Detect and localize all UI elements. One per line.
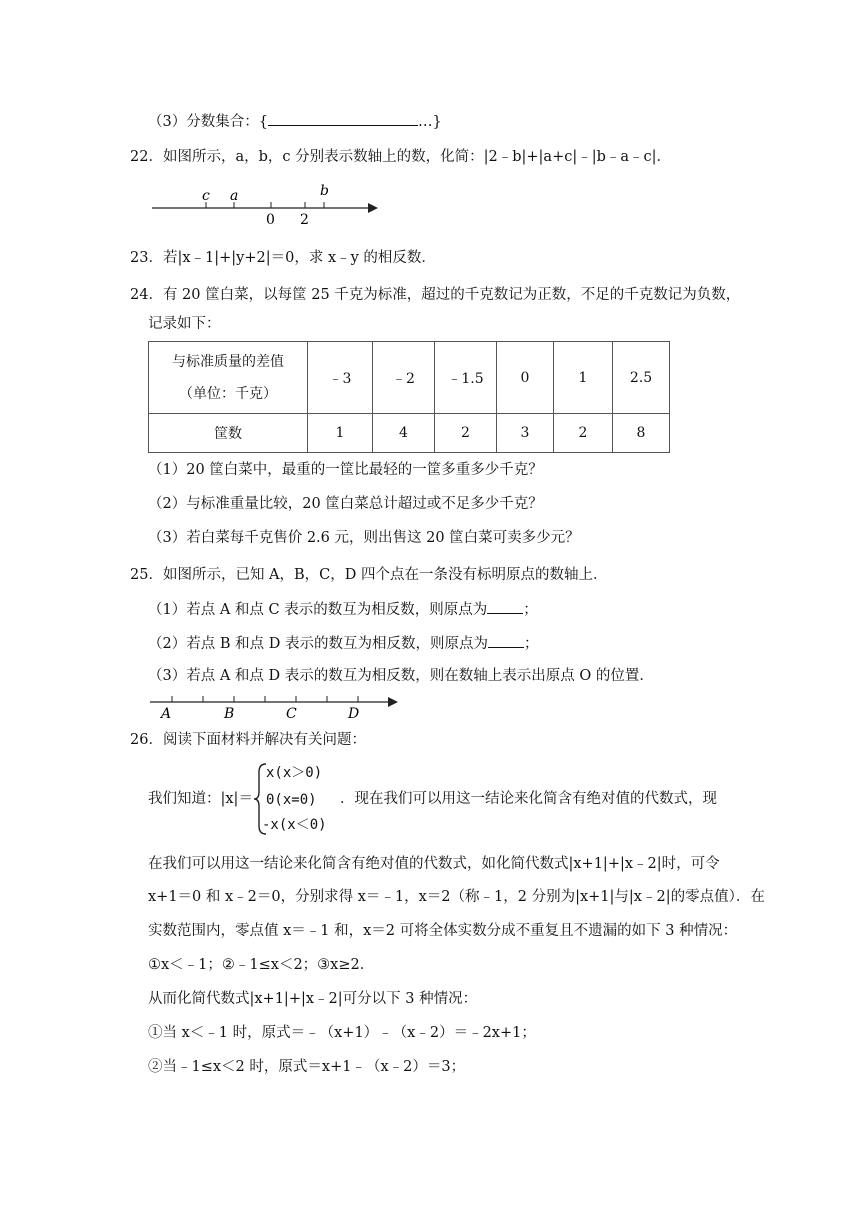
q26-para1: 在我们可以用这一结论来化简含有绝对值的代数式，如化简代数式|x+1|+|x﹣2|时，可令: [148, 856, 720, 872]
q24-record-table: [148, 341, 670, 453]
q26-para5: 从而化简代数式|x+1|+|x﹣2|可分以下 3 种情况：: [148, 991, 478, 1007]
q25-sub2-label: （2）若点 B 和点 D 表示的数互为相反数，则原点为: [148, 636, 488, 652]
q25-sub1: [148, 598, 538, 620]
q21-sub3: [148, 110, 442, 132]
label-C: C: [286, 706, 297, 722]
answer-blank[interactable]: [268, 110, 418, 126]
table-cell: ﹣3: [308, 342, 373, 414]
piece-positive: x(x＞0): [266, 765, 323, 781]
q25-sub3: （3）若点 A 和点 D 表示的数互为相反数，则在数轴上表示出原点 O 的位置．: [148, 668, 654, 684]
piece-zero: 0(x=0): [266, 792, 317, 808]
table-cell: 1: [308, 414, 373, 453]
table-row-diff: [149, 342, 670, 414]
table-cell: ﹣1.5: [435, 342, 497, 414]
q26-title: 26．阅读下面材料并解决有关问题：: [130, 732, 366, 748]
q26-after-brace: ．现在我们可以用这一结论来化简含有绝对值的代数式，现: [340, 791, 717, 807]
q26-know-label: 我们知道：|x|＝: [148, 791, 253, 807]
label-zero: 0: [266, 212, 275, 228]
label-D: D: [348, 706, 360, 722]
q22-text: 22．如图所示，a，b，c 分别表示数轴上的数，化简：|2﹣b|+|a+c|﹣|b﹣a﹣c|．: [130, 149, 672, 165]
label-b: b: [320, 183, 329, 199]
table-cell: 8: [613, 414, 670, 453]
header-line1: 与标准质量的差值: [172, 353, 284, 370]
q25-number-line: [148, 692, 404, 722]
q24-line2: 记录如下：: [148, 316, 221, 332]
header-line2: （单位：千克）: [179, 385, 277, 402]
q24-line1: 24．有 20 筐白菜，以每筐 25 千克为标准，超过的千克数记为正数，不足的千克数记为负数，: [130, 287, 741, 303]
table-cell: 2: [435, 414, 497, 453]
q26-cases: ①x＜﹣1；②﹣1≤x＜2；③x≥2．: [148, 957, 375, 973]
q26-case2: ②当﹣1≤x＜2 时，原式＝x+1﹣（x﹣2）＝3；: [148, 1059, 466, 1075]
label-a: a: [230, 188, 239, 204]
piece-negative: -x(x＜0): [262, 817, 327, 833]
label-B: B: [224, 706, 235, 722]
semicolon: ；: [523, 602, 538, 618]
answer-blank[interactable]: [487, 598, 523, 614]
answer-blank[interactable]: [488, 632, 524, 648]
q21-sub3-end: …}: [417, 114, 442, 130]
label-two: 2: [300, 212, 309, 228]
q26-para2: x+1＝0 和 x﹣2＝0，分别求得 x＝﹣1，x＝2（称﹣1，2 分别为|x+1|与|x﹣2|的零点值）．在: [148, 889, 765, 905]
table-cell: 1: [554, 342, 613, 414]
table-row-count: [149, 414, 670, 453]
axis-ticks: [172, 696, 358, 702]
q26-case1: ①当 x＜﹣1 时，原式＝﹣（x+1）﹣（x﹣2）＝﹣2x+1；: [148, 1025, 536, 1041]
table-cell: 3: [497, 414, 554, 453]
table-cell: ﹣2: [373, 342, 435, 414]
table-cell: 0: [497, 342, 554, 414]
table-cell: 2: [554, 414, 613, 453]
q24-sub1: （1）20 筐白菜中，最重的一筐比最轻的一筐多重多少千克？: [148, 462, 543, 478]
q24-sub3: （3）若白菜每千克售价 2.6 元，则出售这 20 筐白菜可卖多少元？: [148, 530, 580, 546]
table-header-count: 筐数: [149, 414, 308, 453]
q21-sub3-label: （3）分数集合：{: [148, 114, 268, 130]
semicolon: ；: [523, 636, 539, 652]
label-A: A: [161, 706, 172, 722]
q22-number-line: [148, 180, 388, 228]
q23-text: 23．若|x﹣1|+|y+2|＝0，求 x﹣y 的相反数．: [130, 250, 436, 266]
q25-sub2: [148, 632, 538, 654]
table-cell: 2.5: [613, 342, 670, 414]
table-header-diff: [149, 342, 308, 414]
axis-arrow: [368, 203, 378, 213]
label-c: c: [202, 188, 210, 204]
q24-sub2: （2）与标准重量比较，20 筐白菜总计超过或不足多少千克？: [148, 496, 543, 512]
table-cell: 4: [373, 414, 435, 453]
q26-para3: 实数范围内，零点值 x＝﹣1 和，x＝2 可将全体实数分成不重复且不遗漏的如下 3 种情况：: [148, 923, 738, 939]
q25-sub1-label: （1）若点 A 和点 C 表示的数互为相反数，则原点为: [148, 602, 488, 618]
axis-arrow: [388, 697, 398, 707]
q25-text: 25．如图所示，已知 A，B，C，D 四个点在一条没有标明原点的数轴上．: [130, 567, 608, 583]
